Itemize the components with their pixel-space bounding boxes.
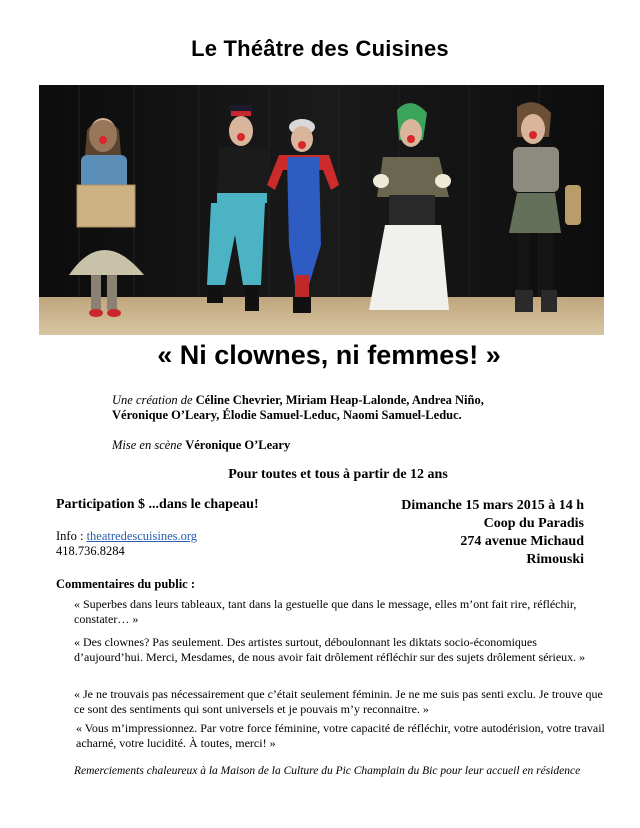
venue-name: Coop du Paradis bbox=[483, 516, 584, 531]
director-name: Véronique O’Leary bbox=[185, 438, 291, 452]
show-title: « Ni clownes, ni femmes! » bbox=[157, 340, 501, 370]
venue-block bbox=[401, 497, 584, 569]
phone-number: 418.736.8284 bbox=[56, 544, 125, 558]
audience-quote: « Superbes dans leurs tableaux, tant dans la gestuelle que dans le message, elles m’ont fait rire, réfléchir, constater… » bbox=[74, 597, 577, 626]
audience-quote: « Des clownes? Pas seulement. Des artistes surtout, déboulonnant les diktats socio-économiques d’aujourd’hui. Merci, Mesdames, de nous avoir fait drôlement réfléchir sur des sujets drôlement sérieux. » bbox=[74, 635, 586, 664]
acknowledgement: Remerciements chaleureux à la Maison de la Culture du Pic Champlain du Bic pour leur accueil en résidence bbox=[74, 765, 581, 777]
staging-prefix: Mise en scène bbox=[112, 438, 183, 452]
participation-note: Participation $ ...dans le chapeau! bbox=[56, 497, 259, 512]
event-date: Dimanche 15 mars 2015 à 14 h bbox=[401, 498, 584, 513]
staging-credit bbox=[112, 438, 290, 453]
info-label: Info : bbox=[56, 529, 84, 543]
creators-list: Céline Chevrier, Miriam Heap-Lalonde, Andrea Niño, Véronique O’Leary, Élodie Samuel-Leduc, Naomi Samuel-Leduc. bbox=[112, 393, 484, 422]
website-link[interactable]: theatredescuisines.org bbox=[86, 529, 198, 543]
audience-quote: « Vous m’impressionnez. Par votre force féminine, votre capacité de réfléchir, votre autodérision, votre travail acharné, votre lucidité. À toutes, merci! » bbox=[76, 721, 605, 750]
creation-credits bbox=[112, 393, 542, 423]
venue-address: 274 avenue Michaud bbox=[460, 534, 584, 549]
contact-info bbox=[56, 529, 197, 559]
audience-quote: « Je ne trouvais pas nécessairement que c’était seulement féminin. Je ne me suis pas senti exclu. Je trouve que ce sont des sentiments qui sont universels et je pouvais m’y reconnaitre. » bbox=[74, 687, 603, 716]
creation-prefix: Une création de bbox=[112, 393, 193, 407]
comments-heading: Commentaires du public : bbox=[56, 577, 196, 591]
cast-photo bbox=[39, 85, 604, 335]
cast-photo-illustration bbox=[39, 85, 604, 335]
page-title: Le Théâtre des Cuisines bbox=[191, 36, 449, 61]
venue-city: Rimouski bbox=[526, 552, 584, 567]
audience-note: Pour toutes et tous à partir de 12 ans bbox=[228, 467, 448, 482]
